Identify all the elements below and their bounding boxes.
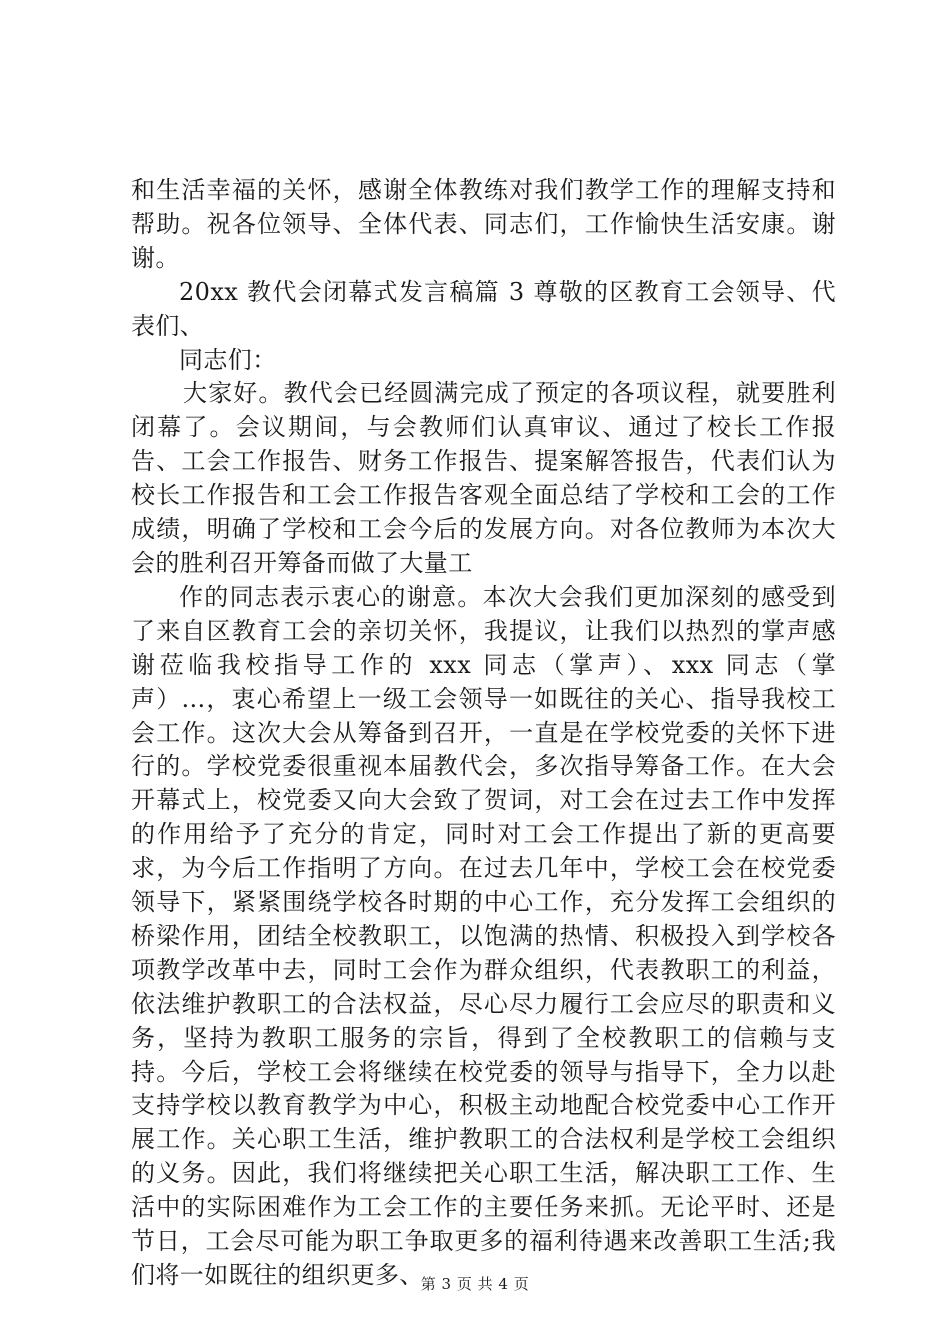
paragraph-closing-thanks: 和生活幸福的关怀，感谢全体教练对我们教学工作的理解支持和帮助。祝各位领导、全体代表、同志们，工作愉快生活安康。谢谢。 [131, 176, 836, 272]
paragraph-opening: 大家好。教代会已经圆满完成了预定的各项议程，就要胜利闭幕了。会议期间，与会教师们认真审议、通过了校长工作报告、工会工作报告、财务工作报告、提案解答报告，代表们认为校长工作报告和工会工作报告客观全面总结了学校和工会的工作成绩，明确了学校和工会今后的发展方向。对各位教师为本次大会的胜利召开筹备而做了大量工 [131, 379, 836, 577]
paragraph-main-body: 作的同志表示衷心的谢意。本次大会我们更加深刻的感受到了来自区教育工会的亲切关怀，我提议，让我们以热烈的掌声感谢莅临我校指导工作的 xxx 同志（掌声）、xxx 同志（掌声）...，衷心希望上一级工会领导一如既往的关心、指导我校工会工作。这次大会从筹备到召开，一直是在学校党委的关怀下进行的。学校党委很重视本届教代会，多次指导筹备工作。在大会开幕式上，校党委又向大会致了贺词，对工会在过去工作中发挥的作用给予了充分的肯定，同时对工会工作提出了新的更高要求，为今后工作指明了方向。在过去几年中，学校工会在校党委领导下，紧紧围绕学校各时期的中心工作，充分发挥工会组织的桥梁作用，团结全校教职工，以饱满的热情、积极投入到学校各项教学改革中去，同时工会作为群众组织，代表教职工的利益，依法维护教职工的合法权益，尽心尽力履行工会应尽的职责和义务，坚持为教职工服务的宗旨，得到了全校教职工的信赖与支持。今后，学校工会将继续在校党委的领导与指导下，全力以赴支持学校以教育教学为中心，积极主动地配合校党委中心工作开展工作。关心职工生活，维护教职工的合法权利是学校工会组织的义务。因此，我们将继续把关心职工生活，解决职工工作、生活中的实际困难作为工会工作的主要任务来抓。无论平时、还是节日，工会尽可能为职工争取更多的福利待遇来改善职工生活;我们将一如既往的组织更多、 [131, 582, 836, 1289]
paragraph-salutation: 同志们： [179, 345, 277, 374]
document-body [131, 174, 836, 1293]
paragraph-speech-title: 20xx 教代会闭幕式发言稿篇 3 尊敬的区教育工会领导、代表们、 [131, 277, 836, 340]
page-number-footer: 第 3 页 共 4 页 [420, 1275, 530, 1293]
